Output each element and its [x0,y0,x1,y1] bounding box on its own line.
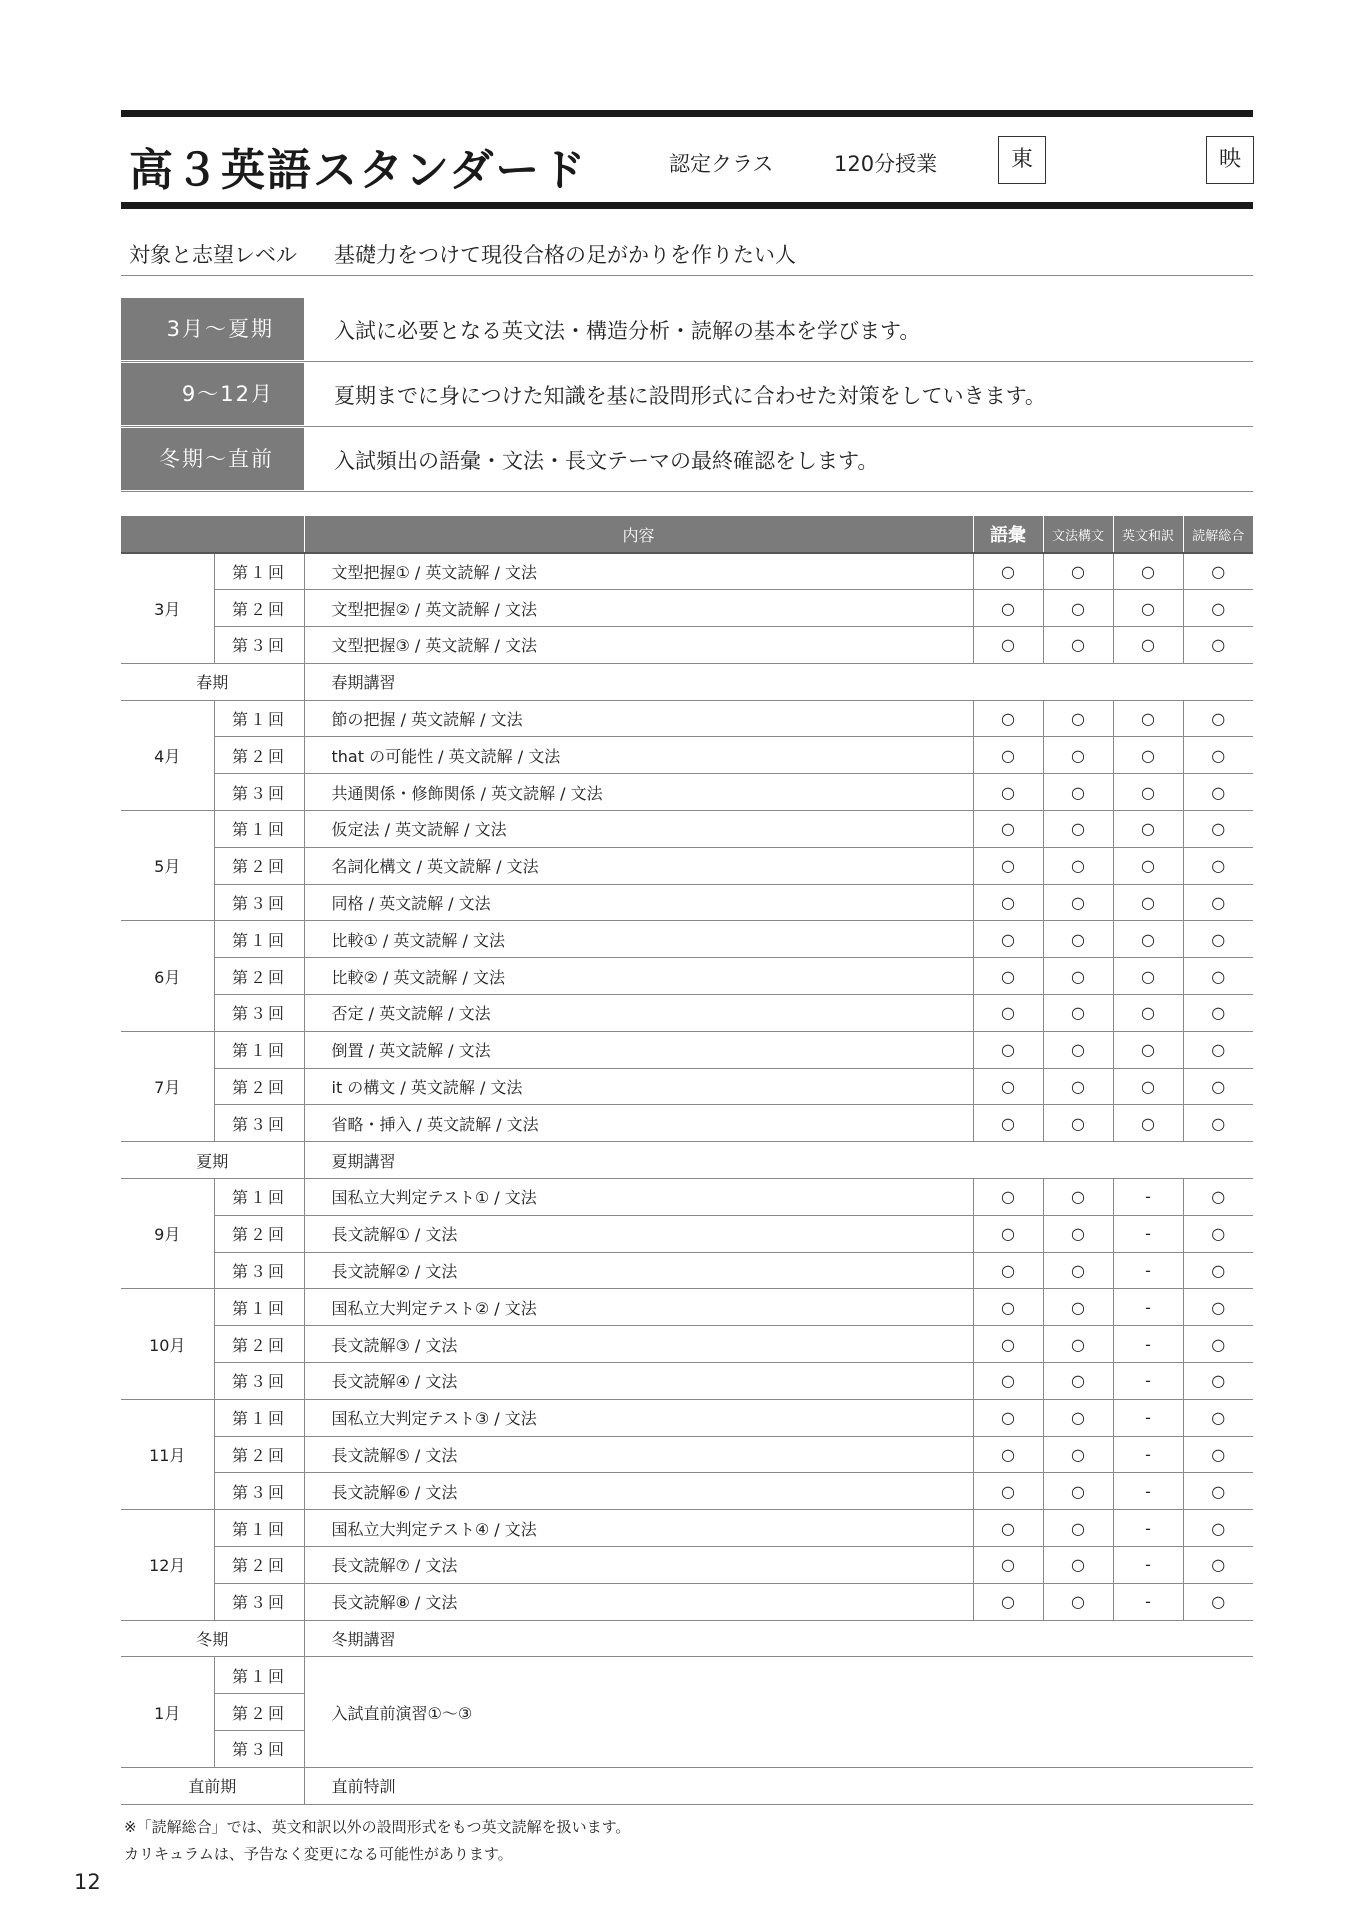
mark-cell: ○ [1043,1399,1113,1436]
month-label: 6月 [121,921,214,1031]
term-label: 直前期 [121,1767,304,1804]
phase-text: 入試頻出の語彙・文法・長文テーマの最終確認をします。 [334,449,879,473]
mark-cell: ○ [973,1547,1043,1584]
session-content: 長文読解⑧ / 文法 [304,1583,973,1620]
mark-cell: ○ [1183,590,1253,627]
table-row [121,1326,1253,1363]
session-label: 第１回 [214,1289,304,1326]
month-label: 5月 [121,811,214,921]
term-label: 夏期 [121,1142,304,1179]
table-row [121,1583,1253,1620]
session-content: 長文読解⑦ / 文法 [304,1547,973,1584]
session-label: 第３回 [214,1583,304,1620]
mark-cell: ○ [1113,1031,1183,1068]
mark-cell: ○ [973,847,1043,884]
mark-cell: ○ [1113,700,1183,737]
mark-cell: - [1113,1510,1183,1547]
session-content: 省略・挿入 / 英文読解 / 文法 [304,1105,973,1142]
month-label: 12月 [121,1510,214,1620]
phase-text: 夏期までに身につけた知識を基に設問形式に合わせた対策をしていきます。 [334,384,1046,408]
mark-cell: ○ [1043,737,1113,774]
mark-cell: ○ [1043,1583,1113,1620]
session-content: 節の把握 / 英文読解 / 文法 [304,700,973,737]
session-label: 第１回 [214,1179,304,1216]
mark-cell: ○ [973,1326,1043,1363]
term-content: 夏期講習 [304,1142,1253,1179]
session-label: 第１回 [214,921,304,958]
term-row [121,1142,1253,1179]
mark-cell: ○ [1043,1179,1113,1216]
target-level-label: 対象と志望レベル [129,243,297,267]
mark-cell: ○ [1043,958,1113,995]
session-label: 第２回 [214,590,304,627]
mark-cell: - [1113,1547,1183,1584]
table-body [121,553,1253,1804]
session-content: 共通関係・修飾関係 / 英文読解 / 文法 [304,774,973,811]
mark-cell: ○ [1113,811,1183,848]
mark-cell: ○ [1183,1436,1253,1473]
mark-cell: ○ [1183,737,1253,774]
mark-cell: ○ [973,958,1043,995]
mark-cell: ○ [1113,958,1183,995]
month-label: 7月 [121,1031,214,1141]
mark-cell: ○ [973,1363,1043,1400]
title-bar [121,118,1253,202]
session-content: 長文読解② / 文法 [304,1252,973,1289]
table-row [121,700,1253,737]
mark-cell: ○ [1183,1583,1253,1620]
mark-cell: ○ [1043,1436,1113,1473]
mark-cell: - [1113,1363,1183,1400]
mark-cell: ○ [973,1179,1043,1216]
session-label: 第２回 [214,1326,304,1363]
table-row [121,811,1253,848]
term-row [121,1620,1253,1657]
session-label: 第３回 [214,884,304,921]
table-row [121,737,1253,774]
mark-cell: ○ [1043,921,1113,958]
term-row [121,663,1253,700]
term-content: 直前特訓 [304,1767,1253,1804]
header-content: 内容 [304,516,973,553]
session-label: 第２回 [214,958,304,995]
table-row [121,1363,1253,1400]
merged-content: 入試直前演習①～③ [304,1657,1253,1767]
mark-cell: ○ [1183,1399,1253,1436]
session-content: 否定 / 英文読解 / 文法 [304,995,973,1032]
mark-cell: - [1113,1289,1183,1326]
session-content: 長文読解⑤ / 文法 [304,1436,973,1473]
mark-cell: ○ [1043,1215,1113,1252]
session-label: 第１回 [214,553,304,590]
mark-cell: ○ [973,1510,1043,1547]
target-level-row [121,232,1253,276]
mark-cell: ○ [973,1436,1043,1473]
mark-cell: ○ [1043,1289,1113,1326]
mark-cell: ○ [1043,1105,1113,1142]
table-row [121,847,1253,884]
video-tag: 映 [1206,136,1254,184]
mark-cell: ○ [973,995,1043,1032]
mark-cell: ○ [1043,995,1113,1032]
header-translation: 英文和訳 [1113,516,1183,553]
mark-cell: ○ [1183,1473,1253,1510]
header-comprehension: 読解総合 [1183,516,1253,553]
phase-label: 3月～夏期 [121,298,304,360]
mark-cell: ○ [1183,1363,1253,1400]
session-label: 第３回 [214,1105,304,1142]
mark-cell: ○ [1113,995,1183,1032]
mark-cell: ○ [1183,995,1253,1032]
session-content: 長文読解④ / 文法 [304,1363,973,1400]
phase-label: 冬期～直前 [121,428,304,490]
page-number: 12 [74,1870,101,1894]
session-content: 名詞化構文 / 英文読解 / 文法 [304,847,973,884]
month-label: 11月 [121,1399,214,1509]
mark-cell: ○ [973,1583,1043,1620]
session-label: 第３回 [214,995,304,1032]
table-row [121,1547,1253,1584]
footnote: ※「読解総合」では、英文和訳以外の設問形式をもつ英文読解を扱います。 [124,1818,631,1836]
mark-cell: ○ [1183,1179,1253,1216]
table-row [121,884,1253,921]
session-label: 第２回 [214,1436,304,1473]
mark-cell: ○ [1043,1031,1113,1068]
session-label: 第１回 [214,1510,304,1547]
mark-cell: ○ [1043,1473,1113,1510]
mark-cell: ○ [1043,847,1113,884]
mark-cell: ○ [1113,627,1183,664]
class-type-label: 認定クラス [669,152,774,176]
table-row [121,1436,1253,1473]
phase-row [121,363,1253,427]
page-title: 高３英語スタンダード [129,145,588,196]
mark-cell: ○ [973,1068,1043,1105]
mark-cell: - [1113,1436,1183,1473]
mark-cell: ○ [1183,1252,1253,1289]
mark-cell: ○ [1043,1547,1113,1584]
mark-cell: ○ [1183,774,1253,811]
table-row [121,553,1253,590]
mark-cell: ○ [1183,1547,1253,1584]
month-label: 10月 [121,1289,214,1399]
mark-cell: ○ [1043,774,1113,811]
phase-text: 入試に必要となる英文法・構造分析・読解の基本を学びます。 [334,319,921,343]
mark-cell: ○ [1043,884,1113,921]
mark-cell: ○ [1183,553,1253,590]
mark-cell: ○ [973,1105,1043,1142]
mark-cell: - [1113,1215,1183,1252]
session-content: 比較② / 英文読解 / 文法 [304,958,973,995]
table-row [121,921,1253,958]
table-row [121,1068,1253,1105]
session-label: 第３回 [214,1252,304,1289]
mark-cell: ○ [1183,921,1253,958]
term-content: 冬期講習 [304,1620,1253,1657]
mark-cell: ○ [1113,553,1183,590]
mark-cell: ○ [973,921,1043,958]
header-vocab: 語彙 [973,516,1043,553]
mark-cell: ○ [973,1031,1043,1068]
header-grammar: 文法構文 [1043,516,1113,553]
mark-cell: ○ [1113,884,1183,921]
session-label: 第１回 [214,1399,304,1436]
session-label: 第３回 [214,1731,304,1768]
mark-cell: ○ [1183,627,1253,664]
mark-cell: ○ [973,1252,1043,1289]
mark-cell: ○ [1043,553,1113,590]
session-content: 文型把握③ / 英文読解 / 文法 [304,627,973,664]
mark-cell: ○ [973,1399,1043,1436]
session-label: 第２回 [214,1694,304,1731]
mark-cell: ○ [973,1215,1043,1252]
month-label: 9月 [121,1179,214,1289]
mark-cell: ○ [973,1473,1043,1510]
phase-label: 9～12月 [121,363,304,425]
mark-cell: ○ [1183,884,1253,921]
mark-cell: - [1113,1583,1183,1620]
table-row [121,1031,1253,1068]
term-label: 春期 [121,663,304,700]
bottom-rule [121,202,1253,209]
term-content: 春期講習 [304,663,1253,700]
target-level-value: 基礎力をつけて現役合格の足がかりを作りたい人 [334,243,796,267]
session-label: 第１回 [214,1031,304,1068]
mark-cell: ○ [1183,1326,1253,1363]
session-label: 第３回 [214,774,304,811]
month-label: 3月 [121,553,214,663]
table-row [121,774,1253,811]
mark-cell: - [1113,1252,1183,1289]
mark-cell: ○ [1113,1105,1183,1142]
session-label: 第１回 [214,1657,304,1694]
mark-cell: ○ [1043,1252,1113,1289]
session-label: 第２回 [214,1547,304,1584]
mark-cell: ○ [1183,811,1253,848]
session-content: 長文読解⑥ / 文法 [304,1473,973,1510]
session-label: 第２回 [214,1215,304,1252]
table-row [121,1215,1253,1252]
mark-cell: ○ [973,700,1043,737]
mark-cell: ○ [1113,590,1183,627]
mark-cell: ○ [1043,700,1113,737]
curriculum-table [121,516,1253,1805]
session-content: 国私立大判定テスト① / 文法 [304,1179,973,1216]
session-content: 文型把握① / 英文読解 / 文法 [304,553,973,590]
table-row [121,958,1253,995]
mark-cell: ○ [1113,847,1183,884]
session-label: 第３回 [214,1363,304,1400]
mark-cell: ○ [1043,627,1113,664]
session-label: 第２回 [214,1068,304,1105]
session-content: 同格 / 英文読解 / 文法 [304,884,973,921]
month-label: 1月 [121,1657,214,1767]
session-content: 国私立大判定テスト② / 文法 [304,1289,973,1326]
mark-cell: ○ [973,627,1043,664]
session-content: 仮定法 / 英文読解 / 文法 [304,811,973,848]
mark-cell: ○ [1183,700,1253,737]
session-label: 第２回 [214,737,304,774]
session-label: 第３回 [214,1473,304,1510]
table-row [121,1289,1253,1326]
term-row [121,1767,1253,1804]
mark-cell: ○ [1113,921,1183,958]
mark-cell: ○ [1183,1068,1253,1105]
session-content: 倒置 / 英文読解 / 文法 [304,1031,973,1068]
mark-cell: ○ [1043,1510,1113,1547]
session-content: 国私立大判定テスト③ / 文法 [304,1399,973,1436]
phase-row [121,428,1253,492]
table-row [121,1105,1253,1142]
mark-cell: ○ [973,553,1043,590]
mark-cell: - [1113,1326,1183,1363]
header-blank [121,516,304,553]
mark-cell: ○ [973,737,1043,774]
session-label: 第１回 [214,700,304,737]
table-row [121,1510,1253,1547]
session-label: 第１回 [214,811,304,848]
mark-cell: ○ [973,774,1043,811]
mark-cell: ○ [973,884,1043,921]
mark-cell: ○ [1183,958,1253,995]
table-row [121,995,1253,1032]
mark-cell: ○ [1183,1215,1253,1252]
table-row [121,627,1253,664]
table-row [121,1473,1253,1510]
month-label: 4月 [121,700,214,810]
table-row [121,1399,1253,1436]
mark-cell: ○ [1113,1068,1183,1105]
footnote: カリキュラムは、予告なく変更になる可能性があります。 [124,1845,513,1863]
mark-cell: ○ [1183,847,1253,884]
mark-cell: ○ [1043,1363,1113,1400]
mark-cell: ○ [1183,1031,1253,1068]
east-tag: 東 [998,136,1046,184]
mark-cell: ○ [1113,737,1183,774]
session-content: it の構文 / 英文読解 / 文法 [304,1068,973,1105]
mark-cell: ○ [1043,811,1113,848]
mark-cell: ○ [1183,1510,1253,1547]
mark-cell: ○ [973,1289,1043,1326]
table-row [121,590,1253,627]
mark-cell: ○ [1183,1289,1253,1326]
session-content: 長文読解③ / 文法 [304,1326,973,1363]
term-label: 冬期 [121,1620,304,1657]
session-label: 第３回 [214,627,304,664]
session-content: 国私立大判定テスト④ / 文法 [304,1510,973,1547]
table-row [121,1657,1253,1694]
table-row [121,1252,1253,1289]
mark-cell: ○ [1113,774,1183,811]
mark-cell: ○ [1043,590,1113,627]
session-label: 第２回 [214,847,304,884]
session-content: that の可能性 / 英文読解 / 文法 [304,737,973,774]
mark-cell: ○ [1043,1326,1113,1363]
mark-cell: - [1113,1179,1183,1216]
mark-cell: - [1113,1399,1183,1436]
top-rule [121,110,1253,117]
mark-cell: - [1113,1473,1183,1510]
table-header-row [121,516,1253,553]
mark-cell: ○ [1183,1105,1253,1142]
mark-cell: ○ [973,811,1043,848]
mark-cell: ○ [1043,1068,1113,1105]
duration-label: 120分授業 [834,152,938,176]
session-content: 文型把握② / 英文読解 / 文法 [304,590,973,627]
phase-row [121,298,1253,362]
session-content: 比較① / 英文読解 / 文法 [304,921,973,958]
table-row [121,1179,1253,1216]
session-content: 長文読解① / 文法 [304,1215,973,1252]
mark-cell: ○ [973,590,1043,627]
